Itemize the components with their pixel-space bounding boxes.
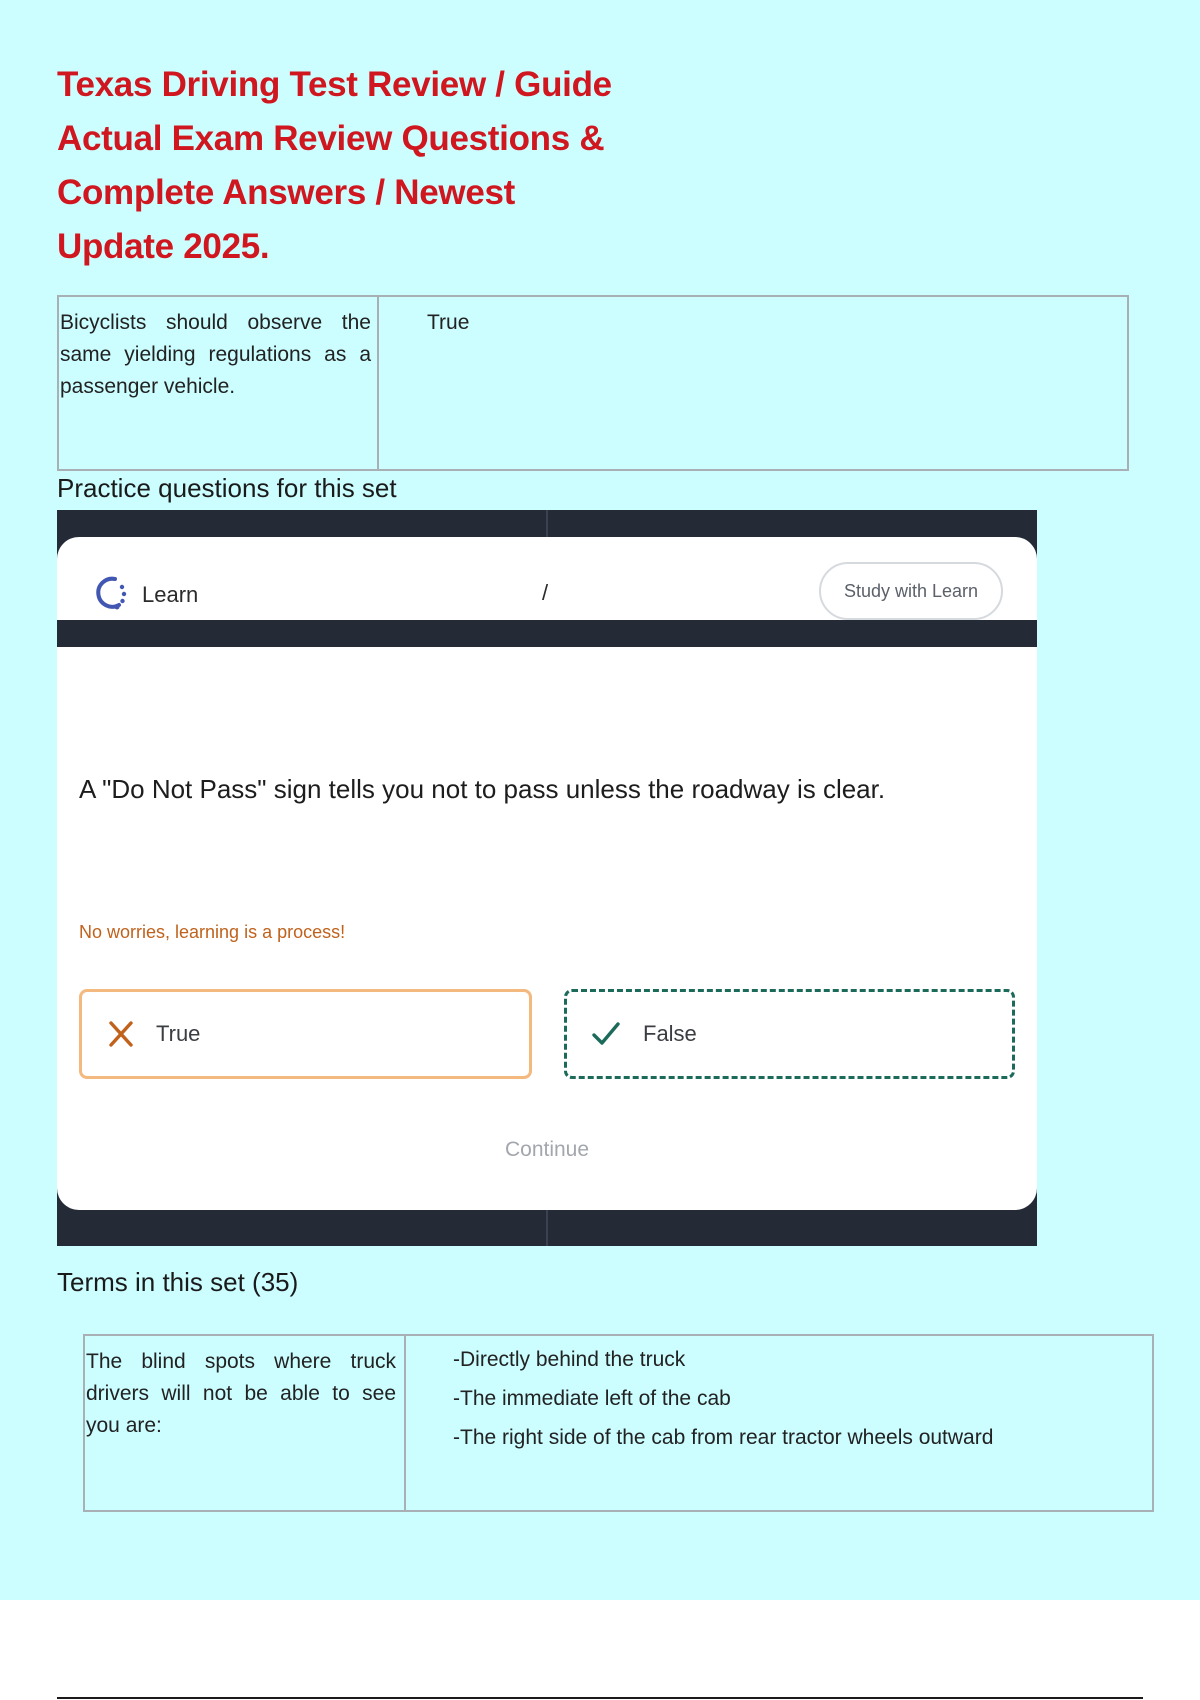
learn-label: Learn bbox=[142, 582, 199, 607]
answer-line: -The right side of the cab from rear tractor wheels outward bbox=[453, 1426, 994, 1449]
feedback-message: No worries, learning is a process! bbox=[79, 922, 346, 942]
document-title bbox=[57, 58, 677, 274]
option-label: True bbox=[156, 1021, 201, 1046]
term-table bbox=[83, 1334, 1154, 1512]
footer-rule bbox=[57, 1697, 1143, 1699]
continue-button[interactable]: Continue bbox=[487, 1133, 607, 1167]
option-label: False bbox=[643, 1021, 697, 1046]
check-icon bbox=[591, 1019, 621, 1049]
title-line: Actual Exam Review Questions & bbox=[57, 119, 605, 158]
learn-card bbox=[57, 537, 1037, 1210]
card-header bbox=[57, 537, 1037, 620]
answer-option-true[interactable] bbox=[79, 989, 532, 1079]
title-line: Texas Driving Test Review / Guide bbox=[57, 65, 612, 104]
term-question: Bicyclists should observe the same yielding regulations as a passenger vehicle. bbox=[59, 297, 379, 469]
x-icon bbox=[106, 1019, 136, 1049]
question-text: A "Do Not Pass" sign tells you not to pass unless the roadway is clear. bbox=[79, 774, 886, 804]
practice-heading: Practice questions for this set bbox=[57, 473, 397, 503]
study-with-learn-button[interactable]: Study with Learn bbox=[819, 562, 1003, 620]
title-line: Update 2025. bbox=[57, 227, 270, 266]
frame-divider bbox=[546, 1210, 548, 1246]
term-answer bbox=[406, 1336, 993, 1510]
title-line: Complete Answers / Newest bbox=[57, 173, 516, 212]
term-answer: True bbox=[427, 311, 470, 334]
card-body bbox=[57, 647, 1037, 1210]
answer-line: -Directly behind the truck bbox=[453, 1348, 686, 1371]
terms-heading: Terms in this set (35) bbox=[57, 1267, 299, 1297]
learn-mode-icon bbox=[91, 573, 127, 613]
answer-line: -The immediate left of the cab bbox=[453, 1387, 731, 1410]
term-table bbox=[57, 295, 1129, 471]
frame-divider bbox=[546, 510, 548, 537]
header-separator: / bbox=[542, 580, 549, 605]
answer-option-false[interactable] bbox=[564, 989, 1015, 1079]
term-question: The blind spots where truck drivers will not be able to see you are: bbox=[85, 1336, 406, 1510]
learn-widget-frame bbox=[57, 510, 1037, 1246]
card-band bbox=[57, 620, 1037, 647]
